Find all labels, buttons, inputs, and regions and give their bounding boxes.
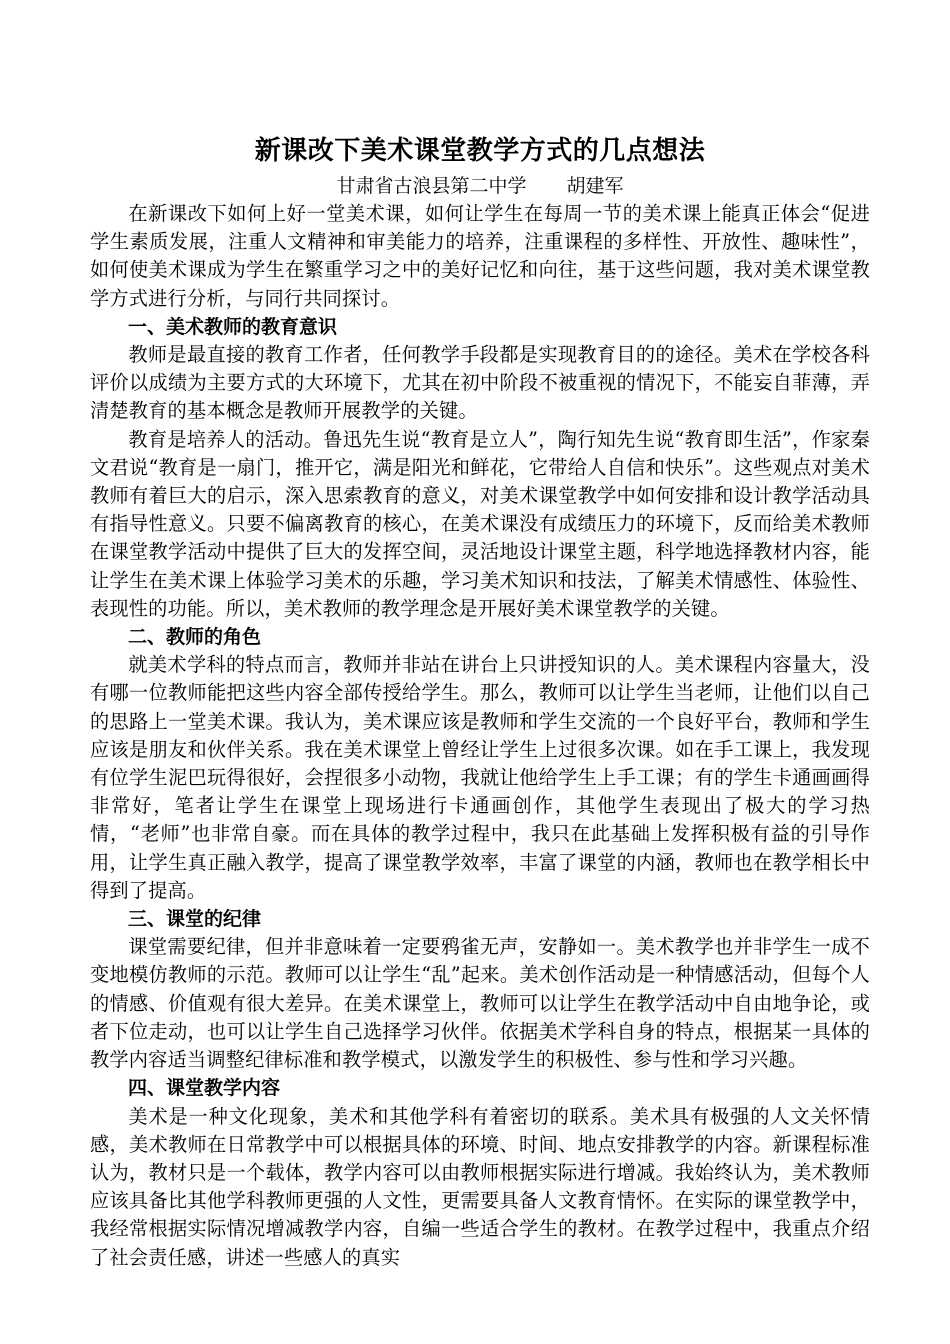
section-heading-2: 二、教师的角色 xyxy=(128,626,262,649)
section-2-paragraph-1: 就美术学科的特点而言，教师并非站在讲台上只讲授知识的人。美术课程内容量大，没有哪一位教师能把这些内容全部传授给学生。那么，教师可以让学生当老师，让他们以自己的思路上一堂美术课。我认为，美术课应该是教师和学生交流的一个良好平台，教师和学生应该是朋友和伙伴关系。我在美术课堂上曾经让学生上过很多次课。如在手工课上，我发现有位学生泥巴玩得很好，会捏很多小动物，我就让他给学生上手工课；有的学生卡通画画得非常好，笔者让学生在课堂上现场进行卡通画创作，其他学生表现出了极大的学习热情，“老师”也非常自豪。而在具体的教学过程中，我只在此基础上发挥积极有益的引导作用，让学生真正融入教学，提高了课堂教学效率，丰富了课堂的内涵，教师也在教学相长中得到了提高。 xyxy=(90,653,870,902)
document-title: 新课改下美术课堂教学方式的几点想法 xyxy=(254,136,706,166)
section-3-paragraph-1: 课堂需要纪律，但并非意味着一定要鸦雀无声，安静如一。美术教学也并非学生一成不变地模仿教师的示范。教师可以让学生“乱”起来。美术创作活动是一种情感活动，但每个人的情感、价值观有很大差异。在美术课堂上，教师可以让学生在教学活动中自由地争论，或者下位走动，也可以让学生自己选择学习伙伴。依据美术学科自身的特点，根据某一具体的教学内容适当调整纪律标准和教学模式，以激发学生的积极性、参与性和学习兴趣。 xyxy=(90,935,870,1072)
section-1-paragraph-2: 教育是培养人的活动。鲁迅先生说“教育是立人”，陶行知先生说“教育即生活”，作家秦文君说“教育是一扇门，推开它，满是阳光和鲜花，它带给人自信和快乐”。这些观点对美术教师有着巨大的启示，深入思索教育的意义，对美术课堂教学中如何安排和设计教学活动具有指导性意义。只要不偏离教育的核心，在美术课没有成绩压力的环境下，反而给美术教师在课堂教学活动中提供了巨大的发挥空间，灵活地设计课堂主题，科学地选择教材内容，能让学生在美术课上体验学习美术的乐趣，学习美术知识和技法，了解美术情感性、体验性、表现性的功能。所以，美术教师的教学理念是开展好美术课堂教学的关键。 xyxy=(90,427,870,620)
author-name: 胡建军 xyxy=(566,175,624,197)
document-page xyxy=(90,130,870,1272)
byline xyxy=(90,172,870,200)
school-name: 甘肃省古浪县第二中学 xyxy=(336,175,527,197)
section-4-paragraph-1: 美术是一种文化现象，美术和其他学科有着密切的联系。美术具有极强的人文关怀情感，美术教师在日常教学中可以根据具体的环境、时间、地点安排教学的内容。新课程标准认为，教材只是一个载体，教学内容可以由教师根据实际进行增减。我始终认为，美术教师应该具备比其他学科教师更强的人文性，更需要具备人文教育情怀。在实际的课堂教学中，我经常根据实际情况增减教学内容，自编一些适合学生的教材。在教学过程中，我重点介绍了社会责任感，讲述一些感人的真实 xyxy=(90,1104,870,1269)
intro-paragraph: 在新课改下如何上好一堂美术课，如何让学生在每周一节的美术课上能真正体会“促进学生素质发展，注重人文精神和审美能力的培养，注重课程的多样性、开放性、趣味性”，如何使美术课成为学生在繁重学习之中的美好记忆和向往，基于这些问题，我对美术课堂教学方式进行分析，与同行共同探讨。 xyxy=(90,202,870,310)
section-heading-1: 一、美术教师的教育意识 xyxy=(128,315,338,338)
section-1-paragraph-1: 教师是最直接的教育工作者，任何教学手段都是实现教育目的的途径。美术在学校各科评价以成绩为主要方式的大环境下，尤其在初中阶段不被重视的情况下，不能妄自菲薄，弄清楚教育的基本概念是教师开展教学的关键。 xyxy=(90,343,870,423)
section-heading-4: 四、课堂教学内容 xyxy=(128,1077,281,1100)
section-heading-3: 三、课堂的纪律 xyxy=(128,908,262,931)
